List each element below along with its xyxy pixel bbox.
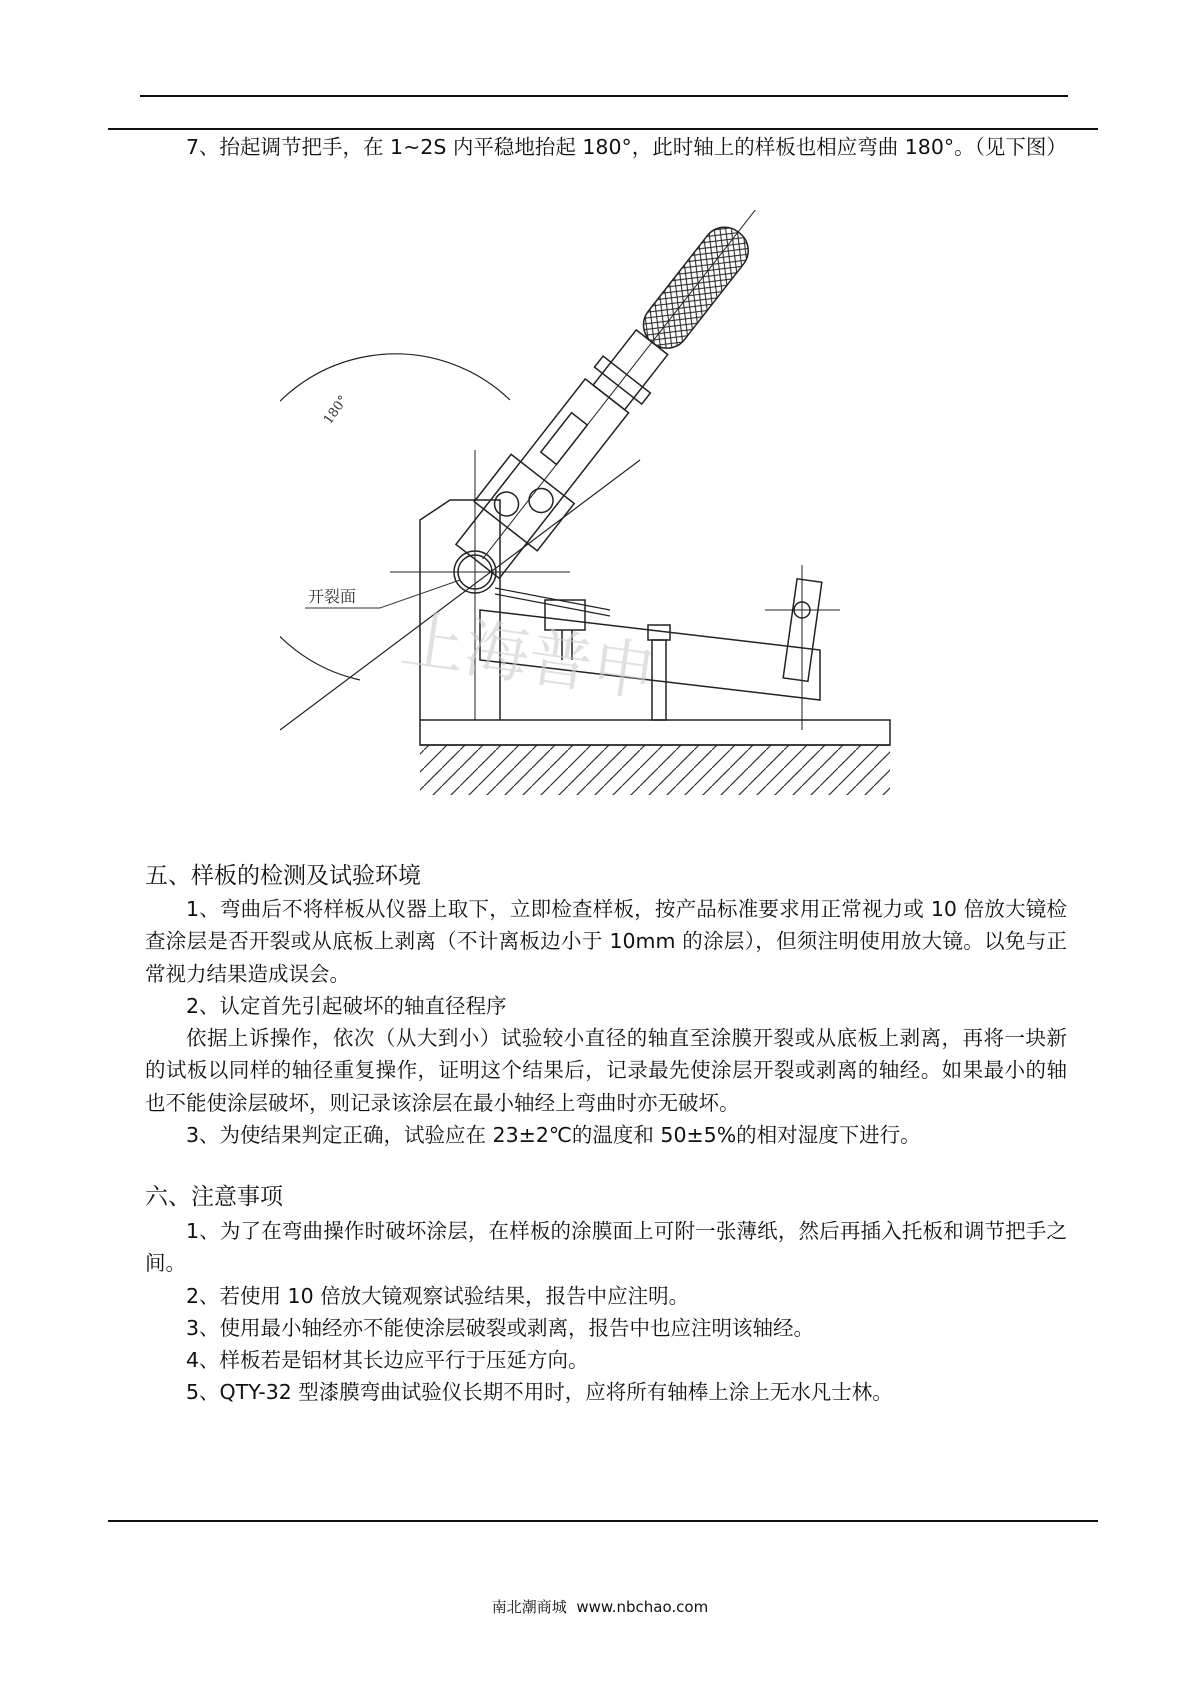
header-rule <box>108 128 1098 130</box>
step-7-text: 7、抬起调节把手，在 1~2S 内平稳地抬起 180°，此时轴上的样板也相应弯曲 180°。（见下图） <box>186 135 1067 159</box>
knurled-handle <box>635 218 757 357</box>
section-6-para-4: 4、样板若是铝材其长边应平行于压延方向。 <box>186 1348 589 1373</box>
section-5-para-2: 2、认定首先引起破坏的轴直径程序 <box>186 993 507 1018</box>
watermark: 上海普申 <box>396 602 661 712</box>
section-6-para-3: 3、使用最小轴经亦不能使涂层破裂或剥离，报告中也应注明该轴经。 <box>186 1315 815 1340</box>
section-5-para-4: 3、为使结果判定正确，试验应在 23±2℃的温度和 50±5%的相对湿度下进行。 <box>186 1123 921 1148</box>
section-5-heading: 五、样板的检测及试验环境 <box>145 863 421 889</box>
base-plate <box>420 720 890 745</box>
section-6-para-2: 2、若使用 10 倍放大镜观察试验结果，报告中应注明。 <box>186 1283 690 1308</box>
angle-label: 180° <box>320 393 352 428</box>
section-6-para-5: 5、QTY-32 型漆膜弯曲试验仪长期不用时，应将所有轴棒上涂上无水凡士林。 <box>186 1380 893 1405</box>
section-5-body <box>145 893 1067 1151</box>
section-6-heading: 六、注意事项 <box>145 1184 283 1210</box>
bending-tester-diagram <box>280 210 920 810</box>
header-rule-top <box>140 95 1068 97</box>
section-5-para-3: 依据上诉操作，依次（从大到小）试验较小直径的轴直至涂膜开裂或从底板上剥离，再将一块新的试板以同样的轴径重复操作，证明这个结果后，记录最先使涂层开裂或剥离的轴经。如果最小的轴也不能使涂层破坏，则记录该涂层在最小轴经上弯曲时亦无破坏。 <box>145 1026 1067 1115</box>
ground-hatch <box>420 745 890 795</box>
section-6-para-1: 1、为了在弯曲操作时破坏涂层，在样板的涂膜面上可附一张薄纸，然后再插入托板和调节把手之间。 <box>145 1219 1067 1276</box>
crack-surface-label: 开裂面 <box>308 587 357 606</box>
section-6-body <box>145 1215 1067 1409</box>
footer-text: 南北潮商城 www.nbchao.com <box>491 1598 709 1616</box>
section-5-para-1: 1、弯曲后不将样板从仪器上取下，立即检查样板，按产品标准要求用正常视力或 10 倍放大镜检查涂层是否开裂或从底板上剥离（不计离板边小于 10mm 的涂层），但须注明使用放大镜。以免与正常视力结果造成误会。 <box>145 897 1067 986</box>
footer-rule <box>108 1520 1098 1522</box>
